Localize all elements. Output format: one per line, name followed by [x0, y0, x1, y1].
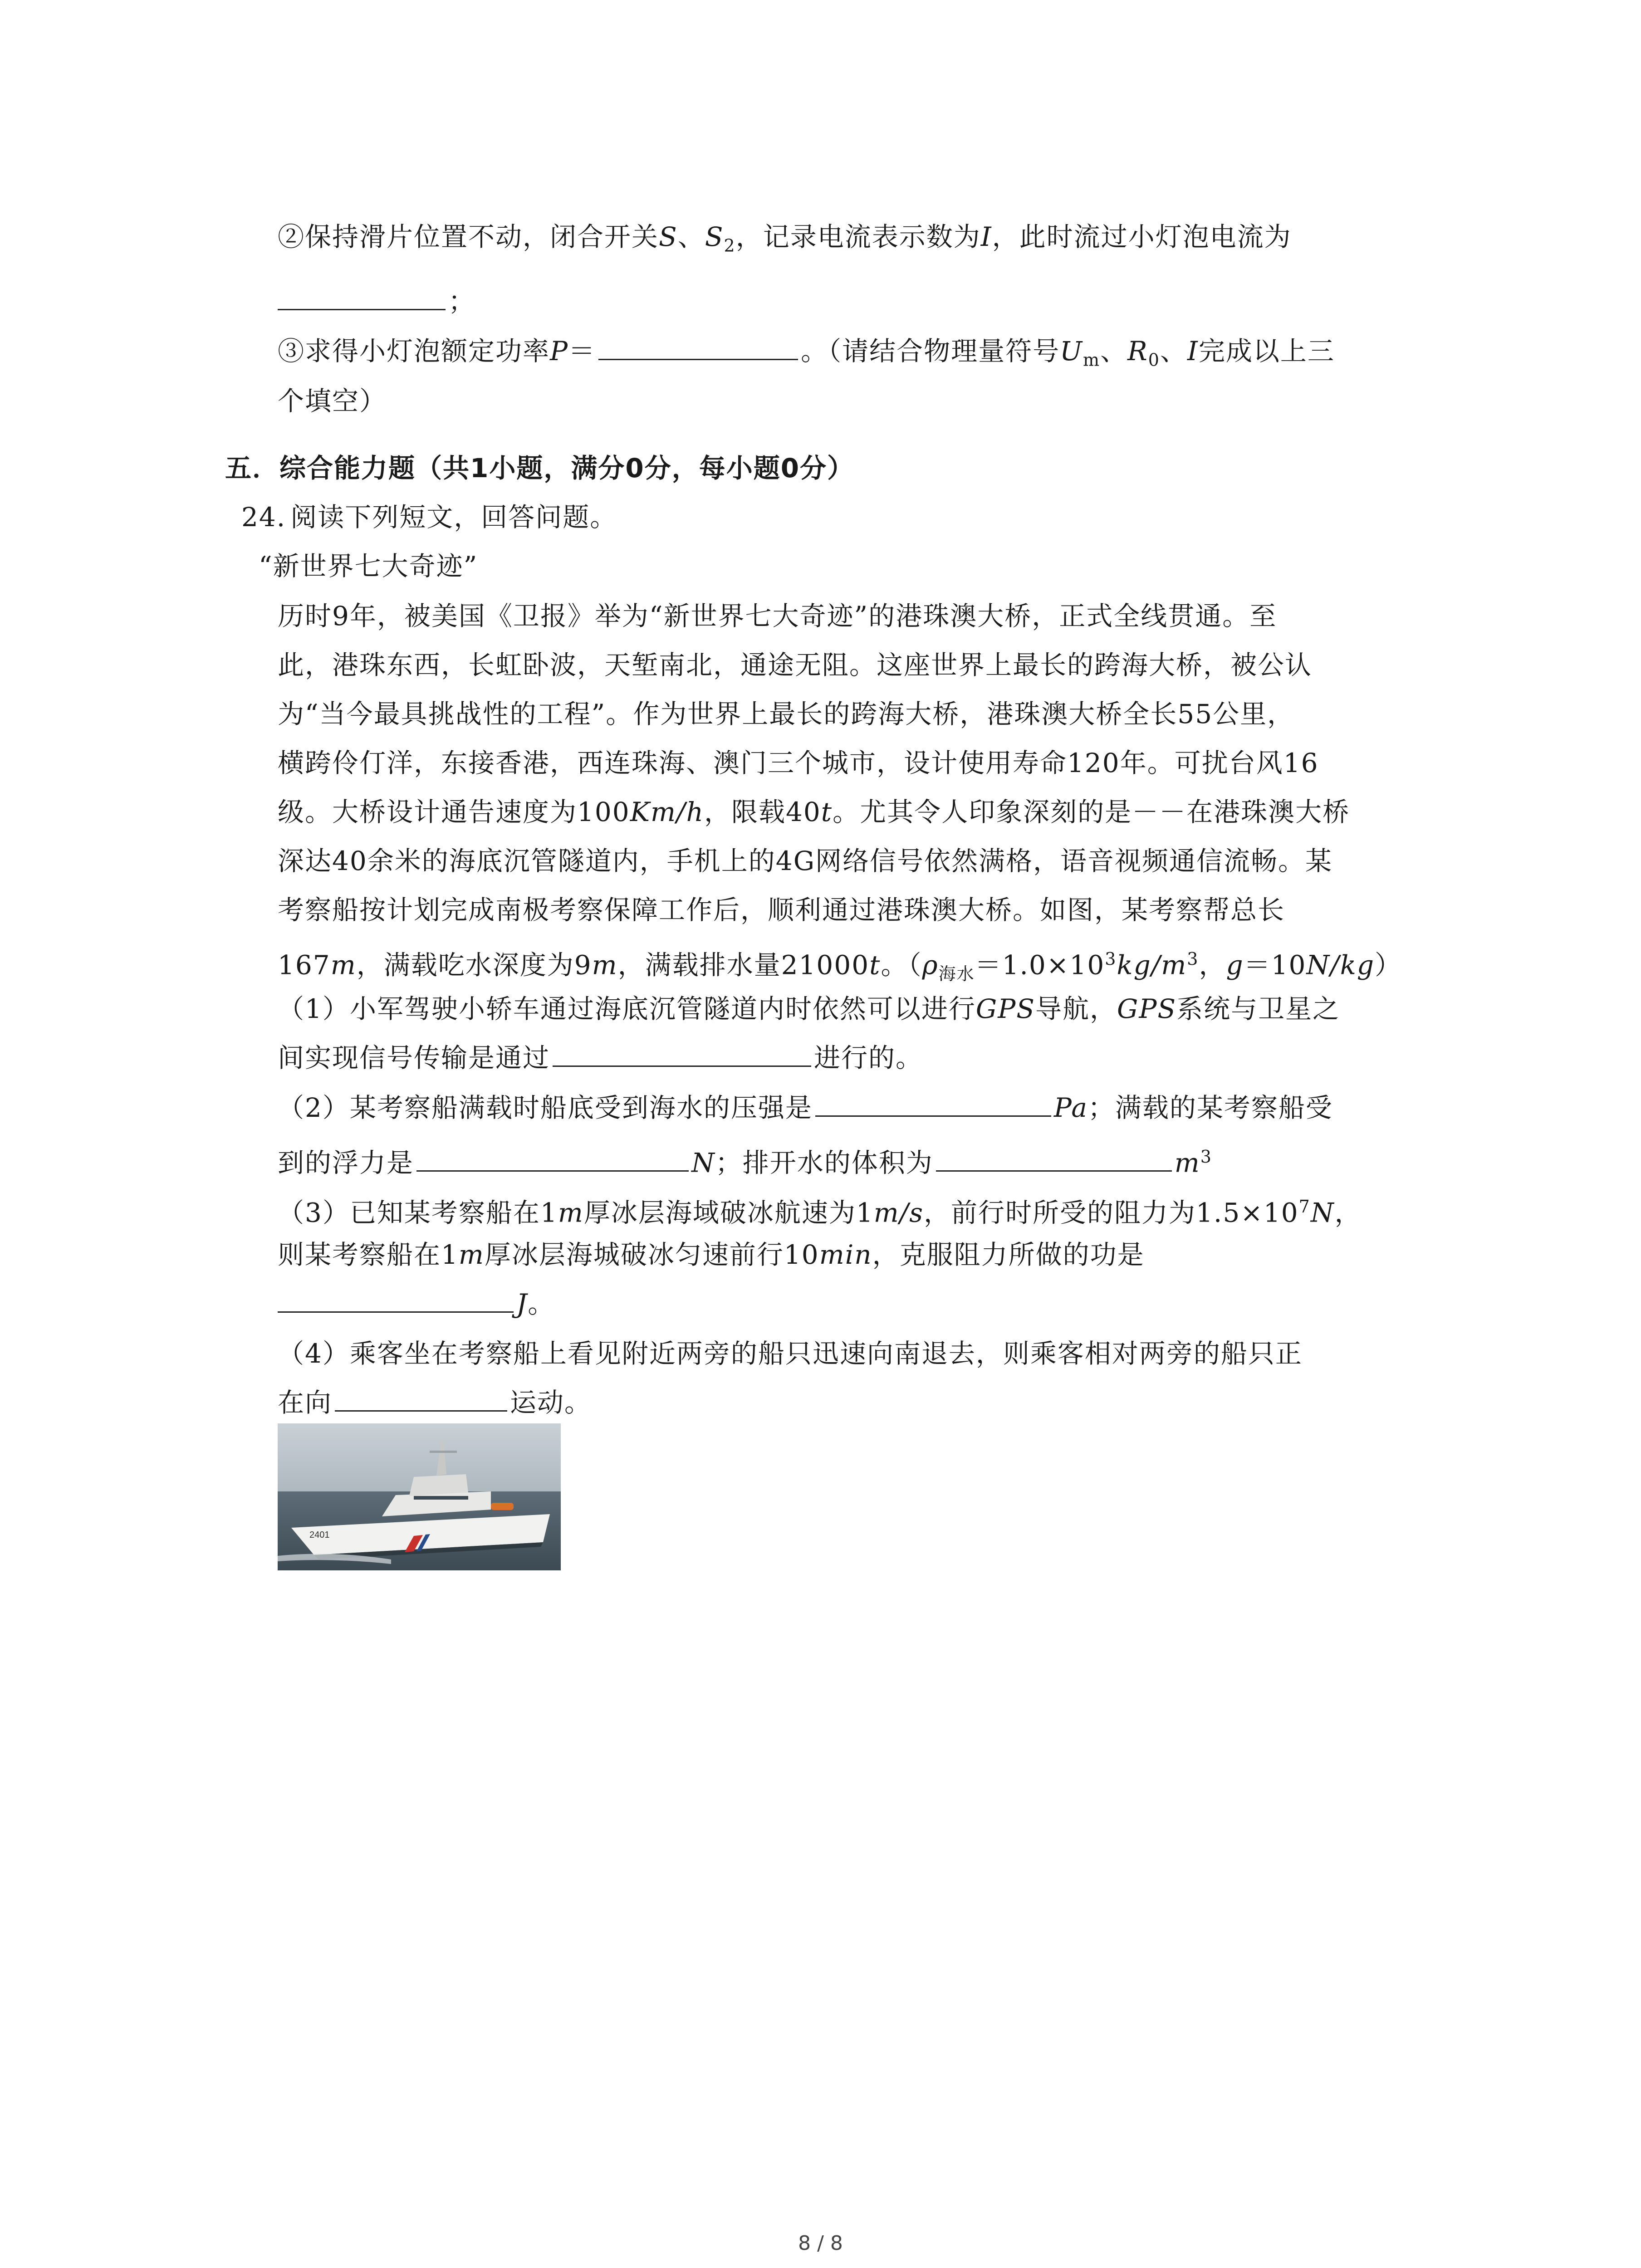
answer-blank-direction[interactable]: [335, 1387, 507, 1412]
article-text: 级。大桥设计通告速度为100: [278, 797, 630, 827]
article-text: ＝10: [1244, 949, 1307, 981]
subq3-line1: [278, 1190, 1362, 1229]
exponent: 3: [1105, 949, 1117, 969]
subq-text: ，克服阻力所做的功是: [872, 1239, 1145, 1270]
q23-equals: ＝: [568, 336, 596, 367]
article-text: 。（: [881, 949, 922, 981]
q23-step2-end: ；: [448, 286, 476, 317]
section-heading: [225, 452, 854, 484]
question-number: 24.: [241, 502, 286, 533]
article-text: 。尤其令人印象深刻的是－－在港珠澳大桥: [833, 797, 1350, 827]
answer-blank-signal[interactable]: [553, 1042, 811, 1067]
page-number: [0, 2232, 1641, 2255]
unit-symbol: h: [686, 797, 704, 827]
article-text: 横跨伶仃洋，东接香港，西连珠海、澳门三个城市，设计使用寿命120年。可扰台风16: [278, 748, 1319, 778]
density-subscript: 海水: [938, 963, 975, 984]
article-text: 此，港珠东西，长虹卧波，天堑南北，通途无阻。这座世界上最长的跨海大桥，被公认: [278, 650, 1313, 680]
gravity-symbol: g: [1226, 949, 1244, 981]
mast-yard: [430, 1451, 457, 1453]
exponent: 3: [1187, 949, 1199, 969]
subq-text: （1）小军驾驶小轿车通过海底沉管隧道内时依然可以进行: [278, 993, 976, 1024]
subq3-line2: [278, 1238, 1145, 1271]
article-line-8: [278, 943, 1402, 990]
q23-step2-line: [278, 220, 1292, 262]
subq2-line2: [278, 1140, 1212, 1179]
unit-symbol: kg: [1340, 949, 1375, 981]
q23-symbol-s2-sub: 2: [724, 235, 736, 256]
q23-step3-tail: 个填空）: [278, 386, 387, 416]
subq-text: 在向: [278, 1387, 333, 1418]
answer-blank-current[interactable]: [278, 285, 446, 310]
subq-text: 导航，: [1035, 993, 1117, 1024]
rescue-boat: [491, 1503, 514, 1510]
subq4-line2: [278, 1386, 592, 1419]
subq3-line3: [278, 1287, 555, 1320]
unit-symbol: /: [899, 1197, 910, 1228]
q23-symbol-u: U: [1060, 336, 1083, 367]
unit-symbol: Km: [630, 797, 677, 827]
subq-text: （4）乘客坐在考察船上看见附近两旁的船只迅速向南退去，则乘客相对两旁的船只正: [278, 1338, 1303, 1369]
unit-symbol: t: [821, 797, 833, 827]
subq-text: ；满载的某考察船受: [1087, 1092, 1333, 1123]
unit-symbol: J: [516, 1288, 528, 1319]
article-title: “新世界七大奇迹”: [259, 551, 478, 582]
unit-symbol: t: [869, 949, 881, 981]
subq-text: ；排开水的体积为: [715, 1147, 933, 1178]
bridge-windows: [414, 1496, 468, 1500]
unit-symbol: /: [1151, 949, 1161, 981]
q23-step3-text3: 完成以上三: [1198, 336, 1335, 367]
q23-symbol-i: I: [980, 221, 992, 252]
bridge: [409, 1474, 468, 1496]
answer-blank-buoyancy[interactable]: [416, 1147, 689, 1172]
gps-term: GPS: [975, 993, 1035, 1024]
article-line-6: [278, 845, 1332, 877]
q23-symbol-i2: I: [1187, 336, 1199, 367]
ship-number: 2401: [309, 1530, 330, 1540]
unit-symbol: m: [330, 949, 357, 981]
unit-symbol: m: [558, 1197, 584, 1228]
q23-step3-text: ③求得小灯泡额定功率: [278, 336, 550, 367]
q24-stem-line: [241, 501, 617, 533]
article-text: 为“当今最具挑战性的工程”。作为世界上最长的跨海大桥，港珠澳大桥全长55公里，: [278, 699, 1295, 729]
q23-step3-text2: 。（请结合物理量符号: [801, 336, 1060, 367]
unit-symbol: m: [1161, 949, 1187, 981]
subq-text: 则某考察船在1: [278, 1239, 459, 1270]
unit-symbol: N: [691, 1147, 715, 1178]
subq-text: 进行的。: [814, 1042, 923, 1073]
answer-blank-work[interactable]: [278, 1288, 514, 1313]
subq-text: ，前行时所受的阻力为1.5×10: [924, 1197, 1299, 1228]
unit-symbol: /: [676, 797, 686, 827]
q23-symbol-u-sub: m: [1083, 350, 1101, 370]
exponent: 3: [1200, 1147, 1212, 1167]
subq-text: 厚冰层海城破冰匀速前行10: [484, 1239, 819, 1270]
article-title-line: [259, 550, 478, 582]
article-text: ＝1.0×10: [975, 949, 1105, 981]
section-title: 五．综合能力题（共1小题，满分0分，每小题0分）: [225, 453, 855, 484]
subq1-line1: [278, 992, 1340, 1025]
subq-text: ，: [1334, 1197, 1362, 1228]
unit-symbol: Pa: [1053, 1092, 1088, 1123]
article-line-7: [278, 894, 1285, 926]
article-text: 考察船按计划完成南极考察保障工作后，顺利通过港珠澳大桥。如图，某考察帮总长: [278, 894, 1285, 925]
q23-step2-text: ②保持滑片位置不动，闭合开关: [278, 221, 659, 252]
unit-symbol: N: [1306, 949, 1331, 981]
subq-text: 厚冰层海域破冰航速为1: [583, 1197, 874, 1228]
unit-symbol: m: [592, 949, 618, 981]
unit-symbol: m: [873, 1197, 900, 1228]
article-line-2: [278, 649, 1312, 681]
gps-term: GPS: [1117, 993, 1177, 1024]
subq-text: 。: [528, 1288, 555, 1319]
subq4-line1: [278, 1337, 1303, 1370]
article-text: 历时9年，被美国《卫报》举为“新世界七大奇迹”的港珠澳大桥，正式全线贯通。至: [278, 601, 1277, 631]
article-text: ，满载吃水深度为9: [356, 949, 592, 981]
answer-blank-volume[interactable]: [936, 1147, 1172, 1172]
q23-symbol-r-sub: 0: [1148, 350, 1160, 370]
article-text: 167: [278, 949, 331, 981]
subq-text: 到的浮力是: [278, 1147, 414, 1178]
q23-step3-line2: [278, 385, 387, 417]
q23-sep: 、: [677, 221, 705, 252]
question-stem: 阅读下列短文，回答问题。: [290, 502, 617, 533]
article-line-4: [278, 747, 1319, 779]
q23-symbol-s: S: [659, 221, 678, 252]
subq-text: （2）某考察船满载时船底受到海水的压强是: [278, 1092, 813, 1123]
article-text: 深达40余米的海底沉管隧道内，手机上的4G网络信号依然满格，语音视频通信流畅。某: [278, 846, 1333, 876]
article-line-5: [278, 796, 1350, 828]
article-line-1: [278, 600, 1277, 632]
unit-symbol: s: [909, 1197, 924, 1228]
q23-sep3: 、: [1160, 336, 1187, 367]
q23-symbol-s2: S: [705, 221, 724, 252]
article-text: ，满载排水量21000: [617, 949, 870, 981]
answer-blank-pressure[interactable]: [815, 1092, 1051, 1117]
q23-symbol-p: P: [550, 336, 569, 367]
unit-symbol: min: [819, 1239, 872, 1270]
unit-symbol: m: [1174, 1147, 1200, 1178]
subq2-line1: [278, 1091, 1333, 1124]
answer-blank-power[interactable]: [598, 335, 798, 360]
subq-text: 系统与卫星之: [1176, 993, 1340, 1024]
subq1-line2: [278, 1041, 923, 1074]
q23-step3-line: [278, 335, 1335, 376]
unit-symbol: /: [1330, 949, 1340, 981]
ship-illustration: [278, 1423, 561, 1570]
q23-sep2: 、: [1100, 336, 1128, 367]
density-symbol: ρ: [922, 949, 939, 981]
q23-step2-blank-line: [278, 285, 475, 318]
subq-text: 间实现信号传输是通过: [278, 1042, 550, 1073]
article-text: ）: [1374, 949, 1402, 981]
subq-text: 运动。: [510, 1387, 592, 1418]
q23-step2-text2: ，记录电流表示数为: [735, 221, 981, 252]
exponent: 7: [1298, 1197, 1311, 1217]
page-number-text: 8 / 8: [798, 2232, 843, 2255]
subq-text: （3）已知某考察船在1: [278, 1197, 558, 1228]
article-text: ，限载40: [704, 797, 821, 827]
unit-symbol: m: [458, 1239, 485, 1270]
unit-symbol: kg: [1117, 949, 1151, 981]
article-text: ，: [1199, 949, 1226, 981]
ship-photo: [278, 1423, 561, 1570]
q23-step2-text3: ，此时流过小灯泡电流为: [992, 221, 1292, 252]
q23-symbol-r: R: [1127, 336, 1148, 367]
article-line-3: [278, 698, 1294, 730]
unit-symbol: N: [1310, 1197, 1335, 1228]
